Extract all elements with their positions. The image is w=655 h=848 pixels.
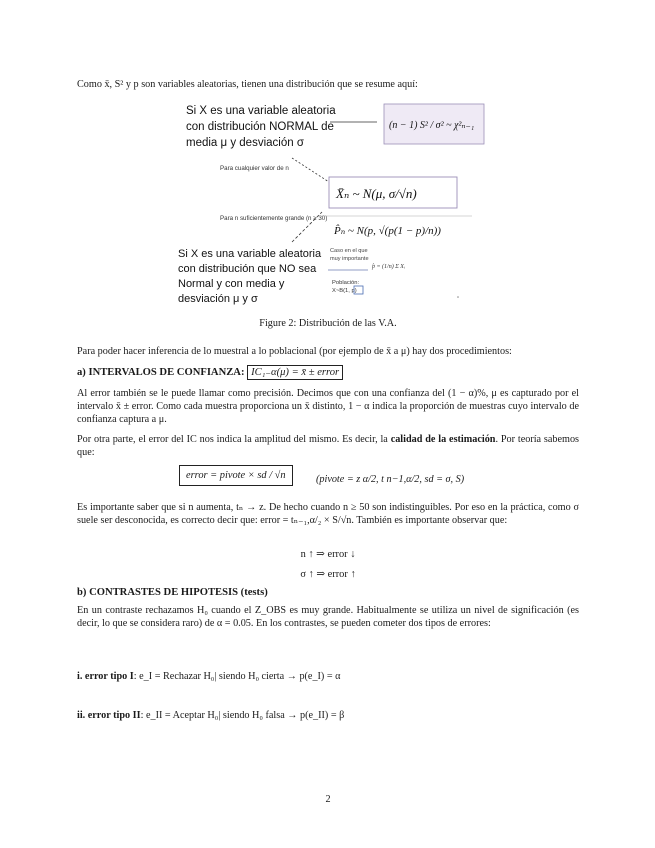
error-type-2 <box>77 709 579 722</box>
stray-mark <box>457 296 459 298</box>
error-type-2-text: : e_II = Aceptar H₀| siendo H₀ falsa → p(e_II) = β <box>140 710 345 721</box>
test-paragraph: En un contraste rechazamos H₀ cuando el Z_OBS es muy grande. Habitualmente se utiliza un nivel de significación (es decir, lo que se considera raro) de α = 0.05. En los contrastes, se pueden cometer dos tipos de errores: <box>77 605 579 630</box>
ic-paragraph-3: Es importante saber que si n aumenta, tₙ → z. De hecho cuando n ≥ 50 son indistinguibles. Por eso en la práctica, como σ suele ser desconocida, es correcto decir que: error = tₙ₋₁,α/₂ × S/√n. También es importante observar que: <box>77 502 579 527</box>
page-number: 2 <box>325 794 331 805</box>
ic-paragraph-2-bold: calidad de la estimación <box>390 434 496 445</box>
error-type-2-label: ii. error tipo II <box>77 710 141 721</box>
ic-paragraph-1: Al error también se le puede llamar como precisión. Decimos que con una confianza del (1 − α)%, μ es capturado por el intervalo x̄ ± error. Como cada muestra proporciona un x̄ distinto, 1 − α indica la proporción de muestras cuyo intervalo de confianza captura a μ. <box>77 388 579 426</box>
inference-paragraph: Para poder hacer inferencia de lo muestral a lo poblacional (por ejemplo de x̄ a μ) hay dos procedimientos: <box>77 346 512 357</box>
ic-paragraph-2-end: . Por teoría sabemos que: <box>77 434 579 459</box>
prop-formula: P̂ₙ ~ N(p, √(p(1 − p)/n)) <box>334 225 441 237</box>
error-equation-box: error = pivote × sd / √n <box>179 465 293 486</box>
section-a-formula: IC₁₋α(μ) = x̄ ± error <box>247 365 343 380</box>
error-type-1-label: i. error tipo I <box>77 671 134 682</box>
any-n-label: Para cualquier valor de n <box>220 165 289 172</box>
non-normal-label-line-2: con distribución que NO sea <box>178 263 317 275</box>
figure-canvas <box>172 100 492 310</box>
figure-caption: Figure 2: Distribución de las V.A. <box>259 318 397 329</box>
normal-label-line-1: Si X es una variable aleatoria <box>186 105 336 117</box>
ic-paragraph-2-start: Por otra parte, el error del IC nos indica la amplitud del mismo. Es decir, la <box>77 434 391 445</box>
population-label-2: X~B(1, p) <box>332 288 357 294</box>
section-b-heading: b) CONTRASTES DE HIPOTESIS (tests) <box>77 587 268 598</box>
relation-n: n ↑ ⇒ error ↓ <box>300 549 356 560</box>
intro-paragraph: Como x̄, S² y p son variables aleatorias, tienen una distribución que se resume aquí: <box>77 79 418 90</box>
small-note-line-2: muy importante <box>330 256 369 262</box>
section-a-title: a) INTERVALOS DE CONFIANZA: <box>77 367 245 378</box>
relation-sigma: σ ↑ ⇒ error ↑ <box>300 569 356 580</box>
normal-label-line-2: con distribución NORMAL de <box>186 121 334 133</box>
small-formula: p̂ = (1/n) Σ Xᵢ <box>372 264 405 270</box>
non-normal-label-line-4: desviación μ y σ <box>178 293 258 305</box>
mean-formula: X̄ₙ ~ N(μ, σ/√n) <box>336 186 417 201</box>
error-type-1 <box>77 670 579 683</box>
chi-formula: (n − 1) S² / σ² ~ χ²ₙ₋₁ <box>389 120 475 131</box>
section-a-heading <box>77 366 343 378</box>
ic-paragraph-2 <box>77 433 579 459</box>
distribution-figure <box>172 100 492 310</box>
error-type-1-text: : e_I = Rechazar H₀| siendo H₀ cierta → p(e_I) = α <box>133 671 341 682</box>
small-note-line-1: Caso en el que <box>330 248 368 254</box>
big-n-label: Para n suficientemente grande (n ≥ 30) <box>220 215 328 222</box>
population-label-1: Población: <box>332 280 360 286</box>
non-normal-label-line-3: Normal y con media y <box>178 278 285 290</box>
pivote-definition: (pivote = z α/2, t n−1,α/2, sd = σ, S) <box>316 474 465 485</box>
dotted-link-normal <box>292 158 329 182</box>
normal-label-line-3: media μ y desviación σ <box>186 137 304 149</box>
non-normal-label-line-1: Si X es una variable aleatoria <box>178 248 322 260</box>
